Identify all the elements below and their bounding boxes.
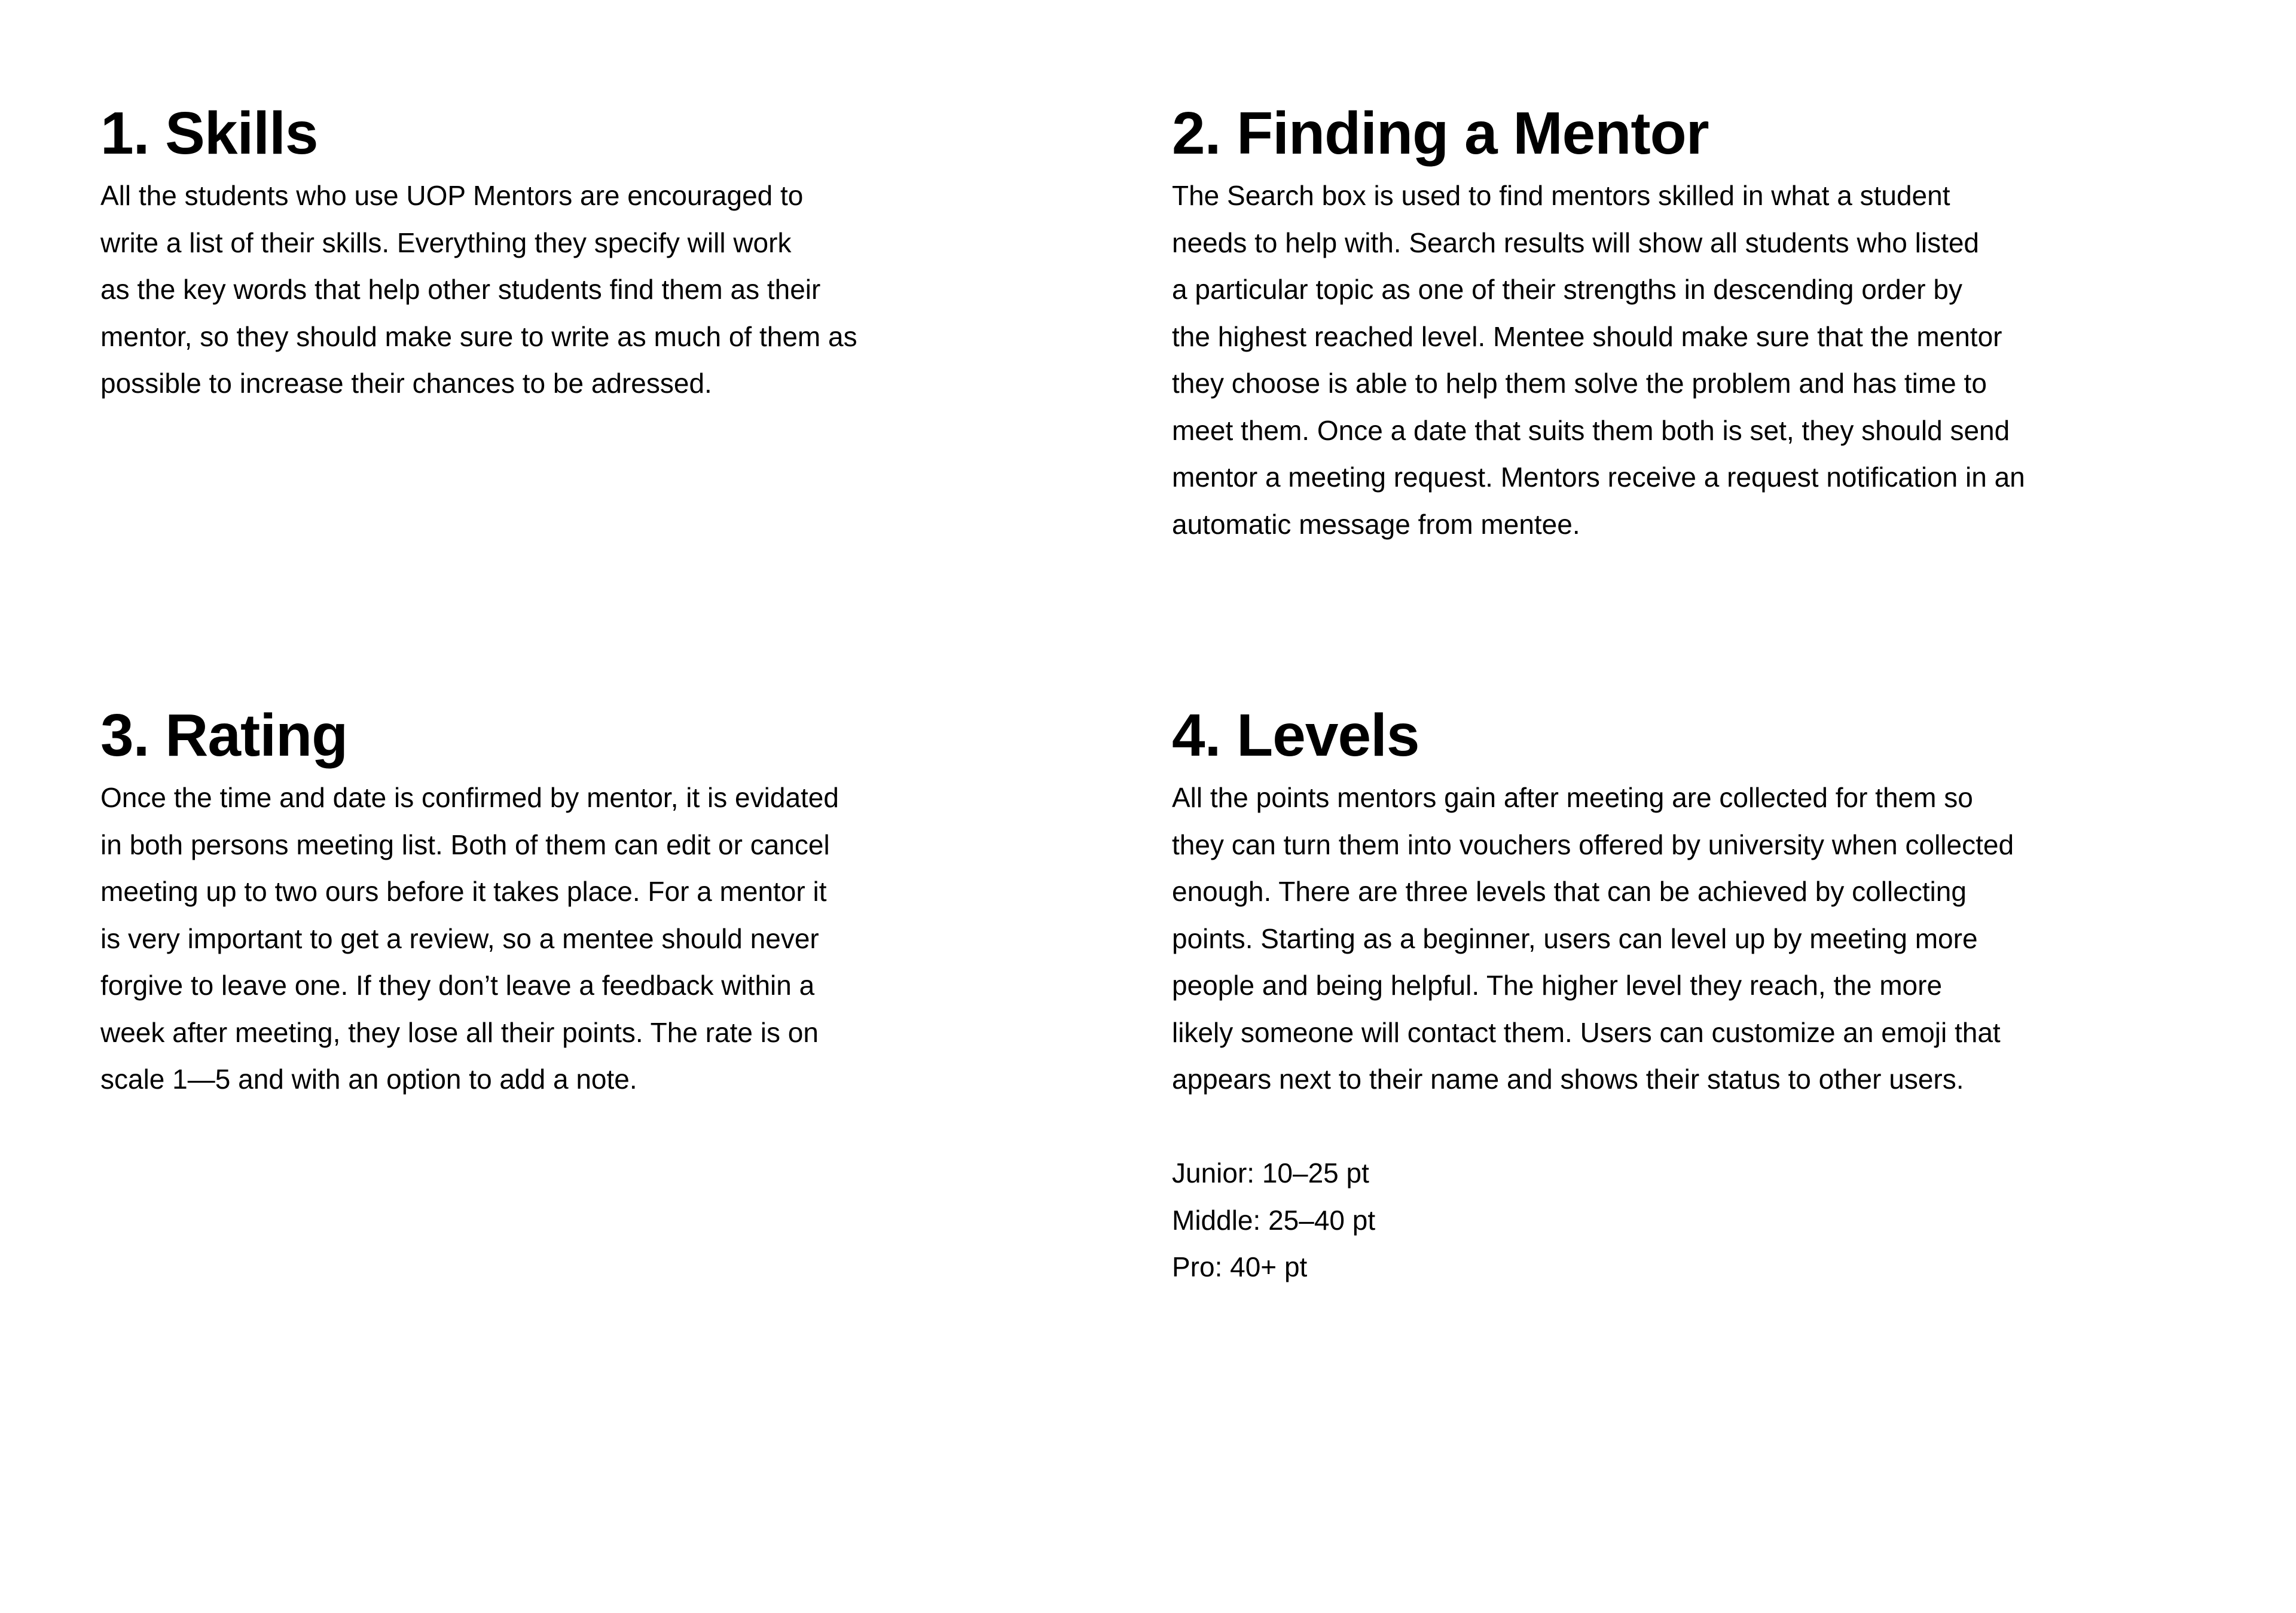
- body-line: possible to increase their chances to be adressed.: [100, 368, 712, 399]
- body-line: appears next to their name and shows their status to other users.: [1172, 1064, 1964, 1095]
- section-skills: [100, 94, 997, 407]
- section-body-levels: [1172, 774, 2069, 1103]
- section-title-skills: 1. Skills: [100, 100, 318, 167]
- body-line: is very important to get a review, so a mentee should never: [100, 922, 819, 954]
- section-title-rating: 3. Rating: [100, 702, 348, 769]
- levels-list: [1172, 1150, 2069, 1291]
- body-line: they can turn them into vouchers offered by university when collected: [1172, 829, 2014, 860]
- section-body-skills: [100, 172, 997, 407]
- body-line: meeting up to two ours before it takes place. For a mentor it: [100, 876, 827, 907]
- level-item-junior: Junior: 10–25 pt: [1172, 1157, 1369, 1189]
- section-finding-a-mentor: [1172, 94, 2069, 548]
- body-line: points. Starting as a beginner, users can level up by meeting more: [1172, 922, 1978, 954]
- body-line: automatic message from mentee.: [1172, 508, 1580, 540]
- body-line: Once the time and date is confirmed by mentor, it is evidated: [100, 782, 839, 813]
- section-title-finding-a-mentor: 2. Finding a Mentor: [1172, 100, 1709, 167]
- body-line: in both persons meeting list. Both of them can edit or cancel: [100, 829, 830, 860]
- body-line: needs to help with. Search results will show all students who listed: [1172, 227, 1980, 258]
- body-line: The Search box is used to find mentors skilled in what a student: [1172, 180, 1950, 211]
- body-line: scale 1—5 and with an option to add a note.: [100, 1064, 637, 1095]
- section-body-finding-a-mentor: [1172, 172, 2069, 548]
- body-line: write a list of their skills. Everything they specify will work: [100, 227, 792, 258]
- body-line: mentor a meeting request. Mentors receive a request notification in an: [1172, 462, 2025, 493]
- body-line: All the students who use UOP Mentors are encouraged to: [100, 180, 804, 211]
- body-line: likely someone will contact them. Users can customize an emoji that: [1172, 1016, 2001, 1048]
- section-levels: [1172, 696, 2069, 1291]
- level-item-middle: Middle: 25–40 pt: [1172, 1204, 1376, 1236]
- section-rating: [100, 696, 997, 1103]
- section-body-rating: [100, 774, 997, 1103]
- body-line: enough. There are three levels that can be achieved by collecting: [1172, 876, 1967, 907]
- body-line: they choose is able to help them solve the problem and has time to: [1172, 368, 1987, 399]
- body-line: as the key words that help other students find them as their: [100, 274, 821, 305]
- body-line: meet them. Once a date that suits them both is set, they should send: [1172, 414, 2010, 446]
- body-line: the highest reached level. Mentee should make sure that the mentor: [1172, 320, 2002, 352]
- body-line: week after meeting, they lose all their points. The rate is on: [100, 1016, 819, 1048]
- body-line: mentor, so they should make sure to write as much of them as: [100, 320, 857, 352]
- body-line: a particular topic as one of their strengths in descending order by: [1172, 274, 1962, 305]
- body-line: All the points mentors gain after meeting are collected for them so: [1172, 782, 1973, 813]
- body-line: forgive to leave one. If they don’t leave a feedback within a: [100, 970, 815, 1001]
- section-title-levels: 4. Levels: [1172, 702, 1419, 769]
- body-line: people and being helpful. The higher level they reach, the more: [1172, 970, 1943, 1001]
- level-item-pro: Pro: 40+ pt: [1172, 1251, 1308, 1282]
